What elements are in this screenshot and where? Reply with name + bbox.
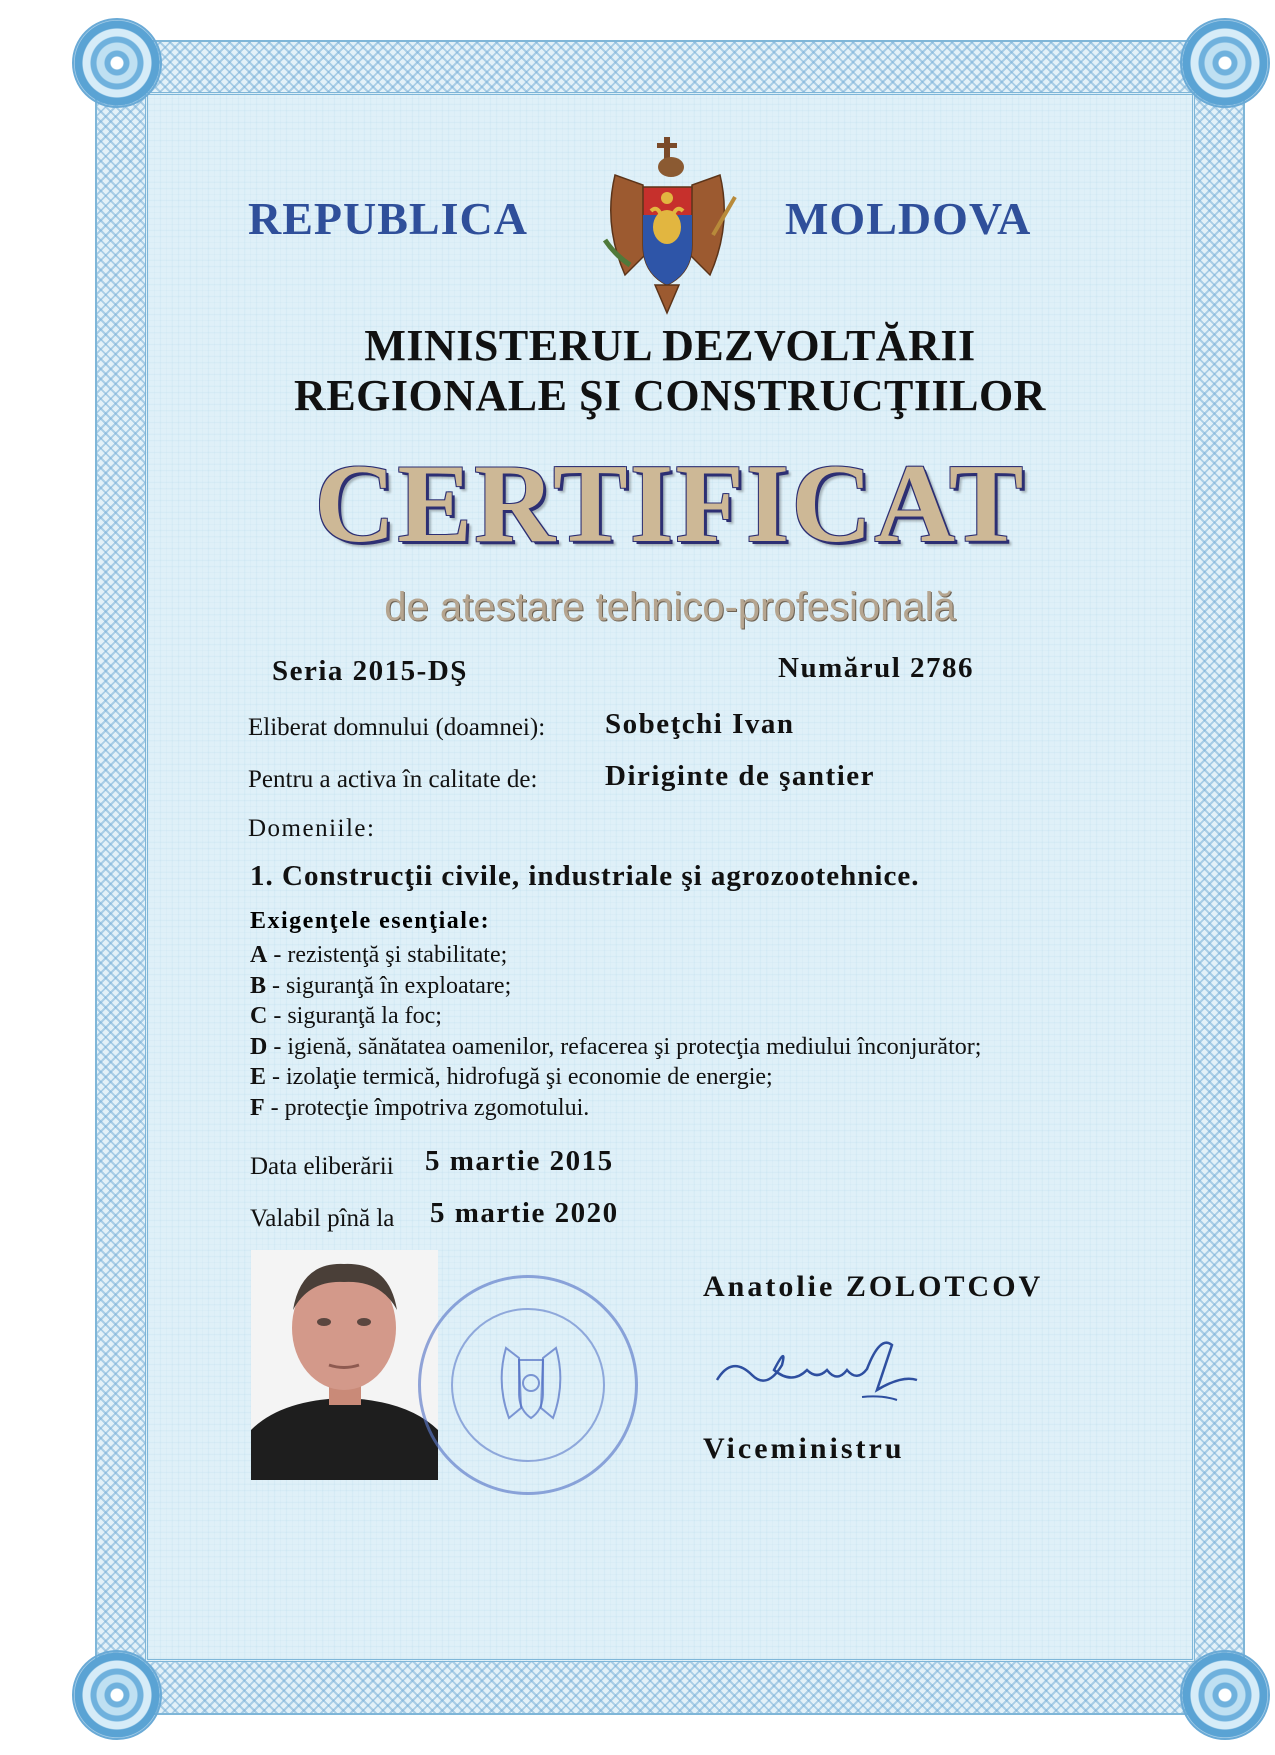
requirement-item: E - izolaţie termică, hidrofugă şi economie de energie; — [250, 1064, 773, 1090]
role-value: Diriginte de şantier — [605, 760, 876, 792]
requirements-title: Exigenţele esenţiale: — [250, 908, 491, 934]
issue-date-label: Data eliberării — [250, 1153, 394, 1180]
series-text: Seria 2015-DŞ — [272, 655, 468, 687]
header-republica: REPUBLICA — [248, 193, 528, 244]
requirement-item: D - igienă, sănătatea oamenilor, refacerea şi protecţia mediului înconjurător; — [250, 1033, 982, 1060]
corner-rosette-icon — [72, 1650, 162, 1740]
role-label: Pentru a activa în calitate de: — [248, 766, 538, 793]
certificate-title: CERTIFICAT — [314, 442, 1026, 566]
certificate-subtitle: de atestare tehnico-profesională — [384, 585, 956, 629]
valid-until-label: Valabil pînă la — [250, 1205, 395, 1232]
corner-rosette-icon — [1180, 18, 1270, 108]
issue-date-value: 5 martie 2015 — [425, 1145, 614, 1177]
corner-rosette-icon — [1180, 1650, 1270, 1740]
header-moldova: MOLDOVA — [785, 193, 1032, 244]
holder-photo — [251, 1250, 438, 1480]
requirement-item: F - protecţie împotriva zgomotului. — [250, 1094, 590, 1121]
requirement-item: B - siguranţă în exploatare; — [250, 972, 512, 999]
stamp-emblem-icon — [491, 1338, 571, 1433]
corner-rosette-icon — [72, 18, 162, 108]
requirements-list — [250, 940, 981, 1123]
holder-name: Sobeţchi Ivan — [605, 708, 795, 740]
official-stamp — [418, 1275, 638, 1495]
requirement-item: C - siguranţă la foc; — [250, 1003, 442, 1029]
requirement-item: A - rezistenţă şi stabilitate; — [250, 942, 508, 968]
signature-icon — [712, 1325, 932, 1415]
number-text: Numărul 2786 — [778, 652, 975, 684]
coat-of-arms-icon — [585, 135, 750, 315]
domain-item-1: 1. Construcţii civile, industriale şi agrozootehnice. — [250, 860, 920, 892]
valid-until-value: 5 martie 2020 — [430, 1197, 619, 1229]
ministry-line-1: MINISTERUL DEZVOLTĂRII — [364, 321, 976, 370]
domains-label: Domeniile: — [248, 815, 376, 842]
signatory-title: Viceministru — [703, 1432, 905, 1465]
issued-to-label: Eliberat domnului (doamnei): — [248, 714, 546, 741]
ministry-line-2: REGIONALE ŞI CONSTRUCŢIILOR — [294, 371, 1046, 420]
signatory-name: Anatolie ZOLOTCOV — [703, 1270, 1044, 1303]
